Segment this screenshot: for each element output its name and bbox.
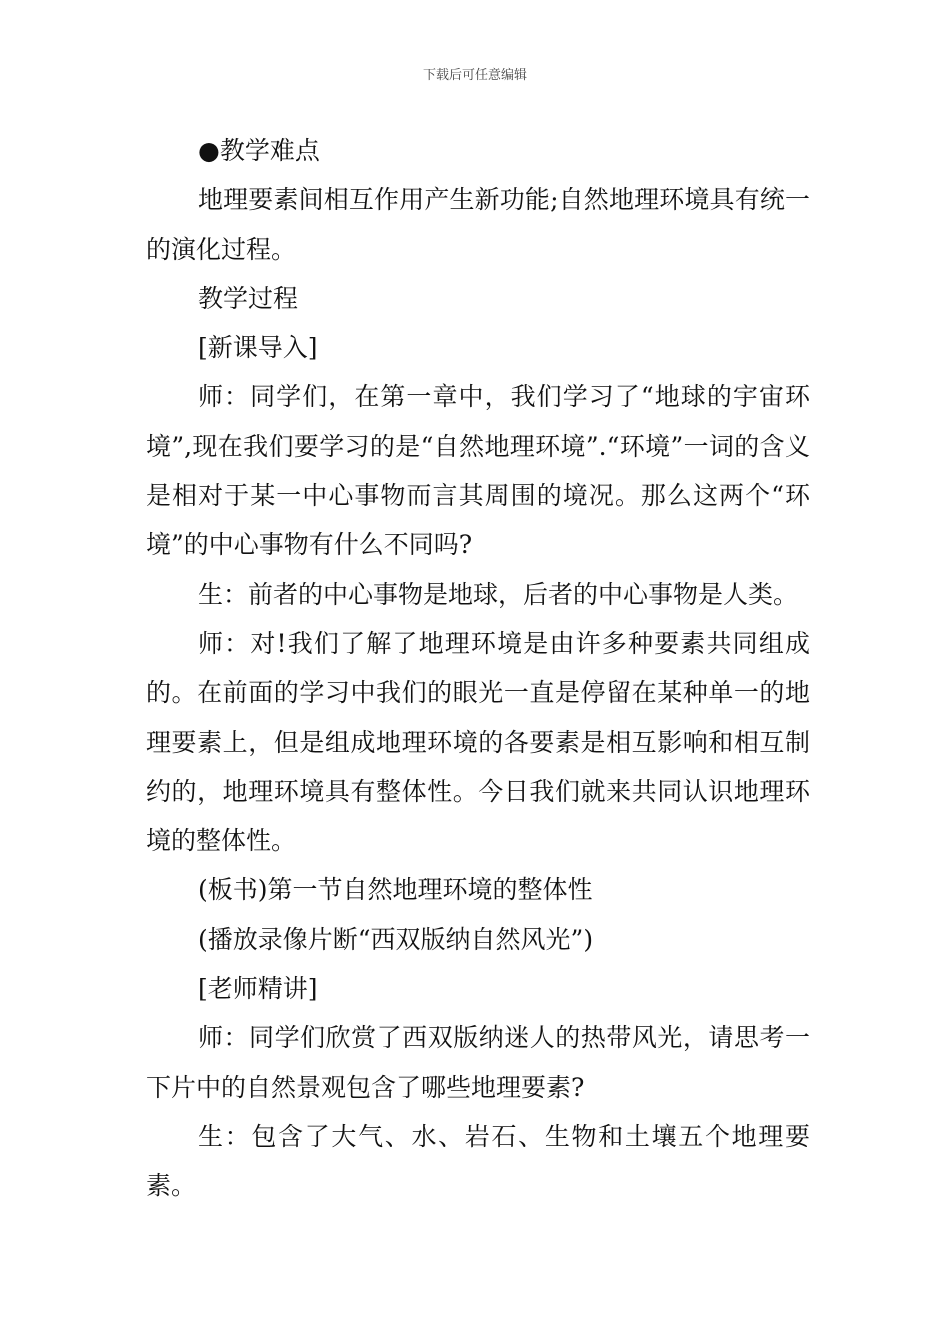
paragraph: 生：包含了大气、水、岩石、生物和土壤五个地理要素。 xyxy=(146,1121,810,1201)
paragraph: 生：前者的中心事物是地球，后者的中心事物是人类。 xyxy=(198,579,799,609)
document-body xyxy=(146,126,810,1211)
section-label-lesson-intro: [新课导入] xyxy=(198,333,318,363)
page-header: 下载后可任意编辑 xyxy=(422,68,527,83)
section-heading-teaching-difficulty: ●教学难点 xyxy=(198,136,320,165)
section-label-teacher-lecture: [老师精讲] xyxy=(198,974,318,1004)
paragraph: 师：对!我们了解了地理环境是由许多种要素共同组成的。在前面的学习中我们的眼光一直是停留在某种单一的地理要素上，但是组成地理环境的各要素是相互影响和相互制约的，地理环境具有整体性。今日我们就来共同认识地理环境的整体性。 xyxy=(146,628,810,856)
paragraph: (板书)第一节自然地理环境的整体性 xyxy=(198,875,593,905)
section-heading-teaching-process: 教学过程 xyxy=(198,283,299,313)
paragraph: 地理要素间相互作用产生新功能;自然地理环境具有统一的演化过程。 xyxy=(146,185,810,264)
paragraph: 师：同学们欣赏了西双版纳迷人的热带风光，请思考一下片中的自然景观包含了哪些地理要素? xyxy=(146,1023,810,1102)
paragraph: (播放录像片断“西双版纳自然风光”) xyxy=(198,924,594,954)
paragraph: 师：同学们，在第一章中，我们学习了“地球的宇宙环境”,现在我们要学习的是“自然地理环境”.“环境”一词的含义是相对于某一中心事物而言其周围的境况。那么这两个“环境”的中心事物有什么不同吗? xyxy=(146,382,810,560)
